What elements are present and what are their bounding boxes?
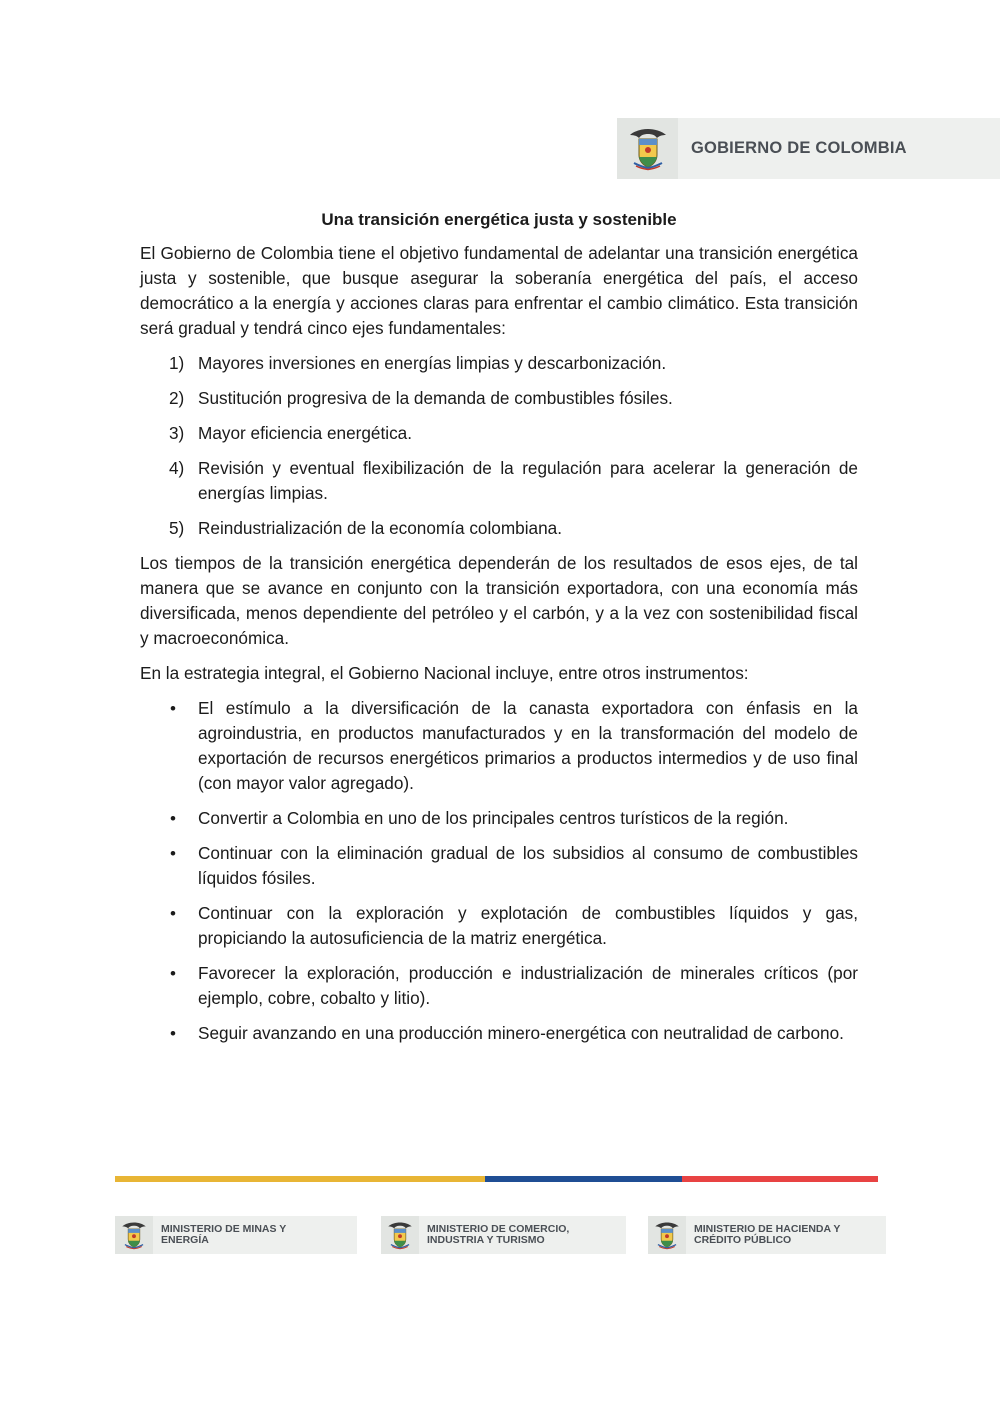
- document-title: Una transición energética justa y sostenible: [321, 210, 677, 229]
- timing-paragraph: Los tiempos de la transición energética dependerán de los resultados de esos ejes, de tal manera que se avance en conjunto con la transición exportadora, con una economía más diversificada, menos dependiente del petróleo y el carbón, y a la vez con sostenibilidad fiscal y macroeconómica.: [140, 553, 858, 648]
- ministry-badge-hacienda: [648, 1216, 886, 1254]
- bullet-icon: •: [170, 699, 176, 718]
- bullet-icon: •: [170, 904, 176, 923]
- colombia-coat-of-arms-icon: [121, 1221, 147, 1250]
- list-number: 1): [169, 353, 185, 373]
- intro-paragraph: El Gobierno de Colombia tiene el objetivo fundamental de adelantar una transición energética justa y sostenible, que busque asegurar la soberanía energética del país, el acceso democrático a la energía y acciones claras para enfrentar el cambio climático. Esta transición será gradual y tendrá cinco ejes fundamentales:: [140, 243, 858, 338]
- seal-container: [648, 1216, 686, 1254]
- list-item: [140, 806, 858, 831]
- colombia-coat-of-arms-icon: [628, 127, 668, 171]
- bullet-icon: •: [170, 844, 176, 863]
- list-item: [140, 841, 858, 891]
- list-item-text: Revisión y eventual flexibilización de la regulación para acelerar la generación de energías limpias.: [198, 458, 858, 503]
- flag-red-stripe: [682, 1176, 878, 1182]
- list-item: [140, 516, 858, 541]
- ministry-name: MINISTERIO DE HACIENDA Y CRÉDITO PÚBLICO: [694, 1222, 841, 1246]
- list-item: [140, 696, 858, 796]
- list-number: 5): [169, 518, 185, 538]
- ministry-badge-minas: [115, 1216, 357, 1254]
- list-item: [140, 901, 858, 951]
- list-item-text: El estímulo a la diversificación de la canasta exportadora con énfasis en la agroindustria, en productos manufacturados y en la transformación del modelo de exportación de recursos energéticos primarios a productos intermedios y de uso final (con mayor valor agregado).: [198, 698, 858, 793]
- list-number: 4): [169, 458, 185, 478]
- flag-yellow-stripe: [115, 1176, 485, 1182]
- flag-blue-stripe: [485, 1176, 682, 1182]
- list-item-text: Seguir avanzando en una producción minero-energética con neutralidad de carbono.: [198, 1023, 844, 1043]
- strategy-intro-paragraph: En la estrategia integral, el Gobierno Nacional incluye, entre otros instrumentos:: [140, 663, 749, 683]
- list-item-text: Continuar con la exploración y explotación de combustibles líquidos y gas, propiciando la autosuficiencia de la matriz energética.: [198, 903, 858, 948]
- flag-color-bar: [115, 1176, 878, 1182]
- list-item: [140, 961, 858, 1011]
- list-item: [140, 421, 858, 446]
- list-item-text: Convertir a Colombia en uno de los principales centros turísticos de la región.: [198, 808, 789, 828]
- government-name: GOBIERNO DE COLOMBIA: [691, 139, 907, 157]
- seal-container: [115, 1216, 153, 1254]
- axes-list: [140, 351, 858, 541]
- list-item: [140, 456, 858, 506]
- bullet-icon: •: [170, 809, 176, 828]
- list-number: 3): [169, 423, 185, 443]
- bullet-icon: •: [170, 964, 176, 983]
- list-item: [140, 386, 858, 411]
- government-header: [617, 118, 1000, 179]
- list-number: 2): [169, 388, 185, 408]
- colombia-coat-of-arms-icon: [654, 1221, 680, 1250]
- document-body: [140, 241, 858, 1056]
- list-item-text: Mayor eficiencia energética.: [198, 423, 412, 443]
- list-item-text: Sustitución progresiva de la demanda de combustibles fósiles.: [198, 388, 673, 408]
- ministry-badge-comercio: [381, 1216, 626, 1254]
- list-item: [140, 351, 858, 376]
- bullet-icon: •: [170, 1024, 176, 1043]
- list-item-text: Mayores inversiones en energías limpias y descarbonización.: [198, 353, 667, 373]
- seal-container: [617, 118, 678, 179]
- ministry-name: MINISTERIO DE COMERCIO, INDUSTRIA Y TURISMO: [427, 1222, 570, 1246]
- ministry-name: MINISTERIO DE MINAS Y ENERGÍA: [161, 1222, 287, 1246]
- instruments-list: [140, 696, 858, 1046]
- list-item-text: Reindustrialización de la economía colombiana.: [198, 518, 563, 538]
- list-item-text: Continuar con la eliminación gradual de los subsidios al consumo de combustibles líquidos fósiles.: [198, 843, 858, 888]
- seal-container: [381, 1216, 419, 1254]
- list-item-text: Favorecer la exploración, producción e industrialización de minerales críticos (por ejemplo, cobre, cobalto y litio).: [198, 963, 858, 1008]
- colombia-coat-of-arms-icon: [387, 1221, 413, 1250]
- list-item: [140, 1021, 858, 1046]
